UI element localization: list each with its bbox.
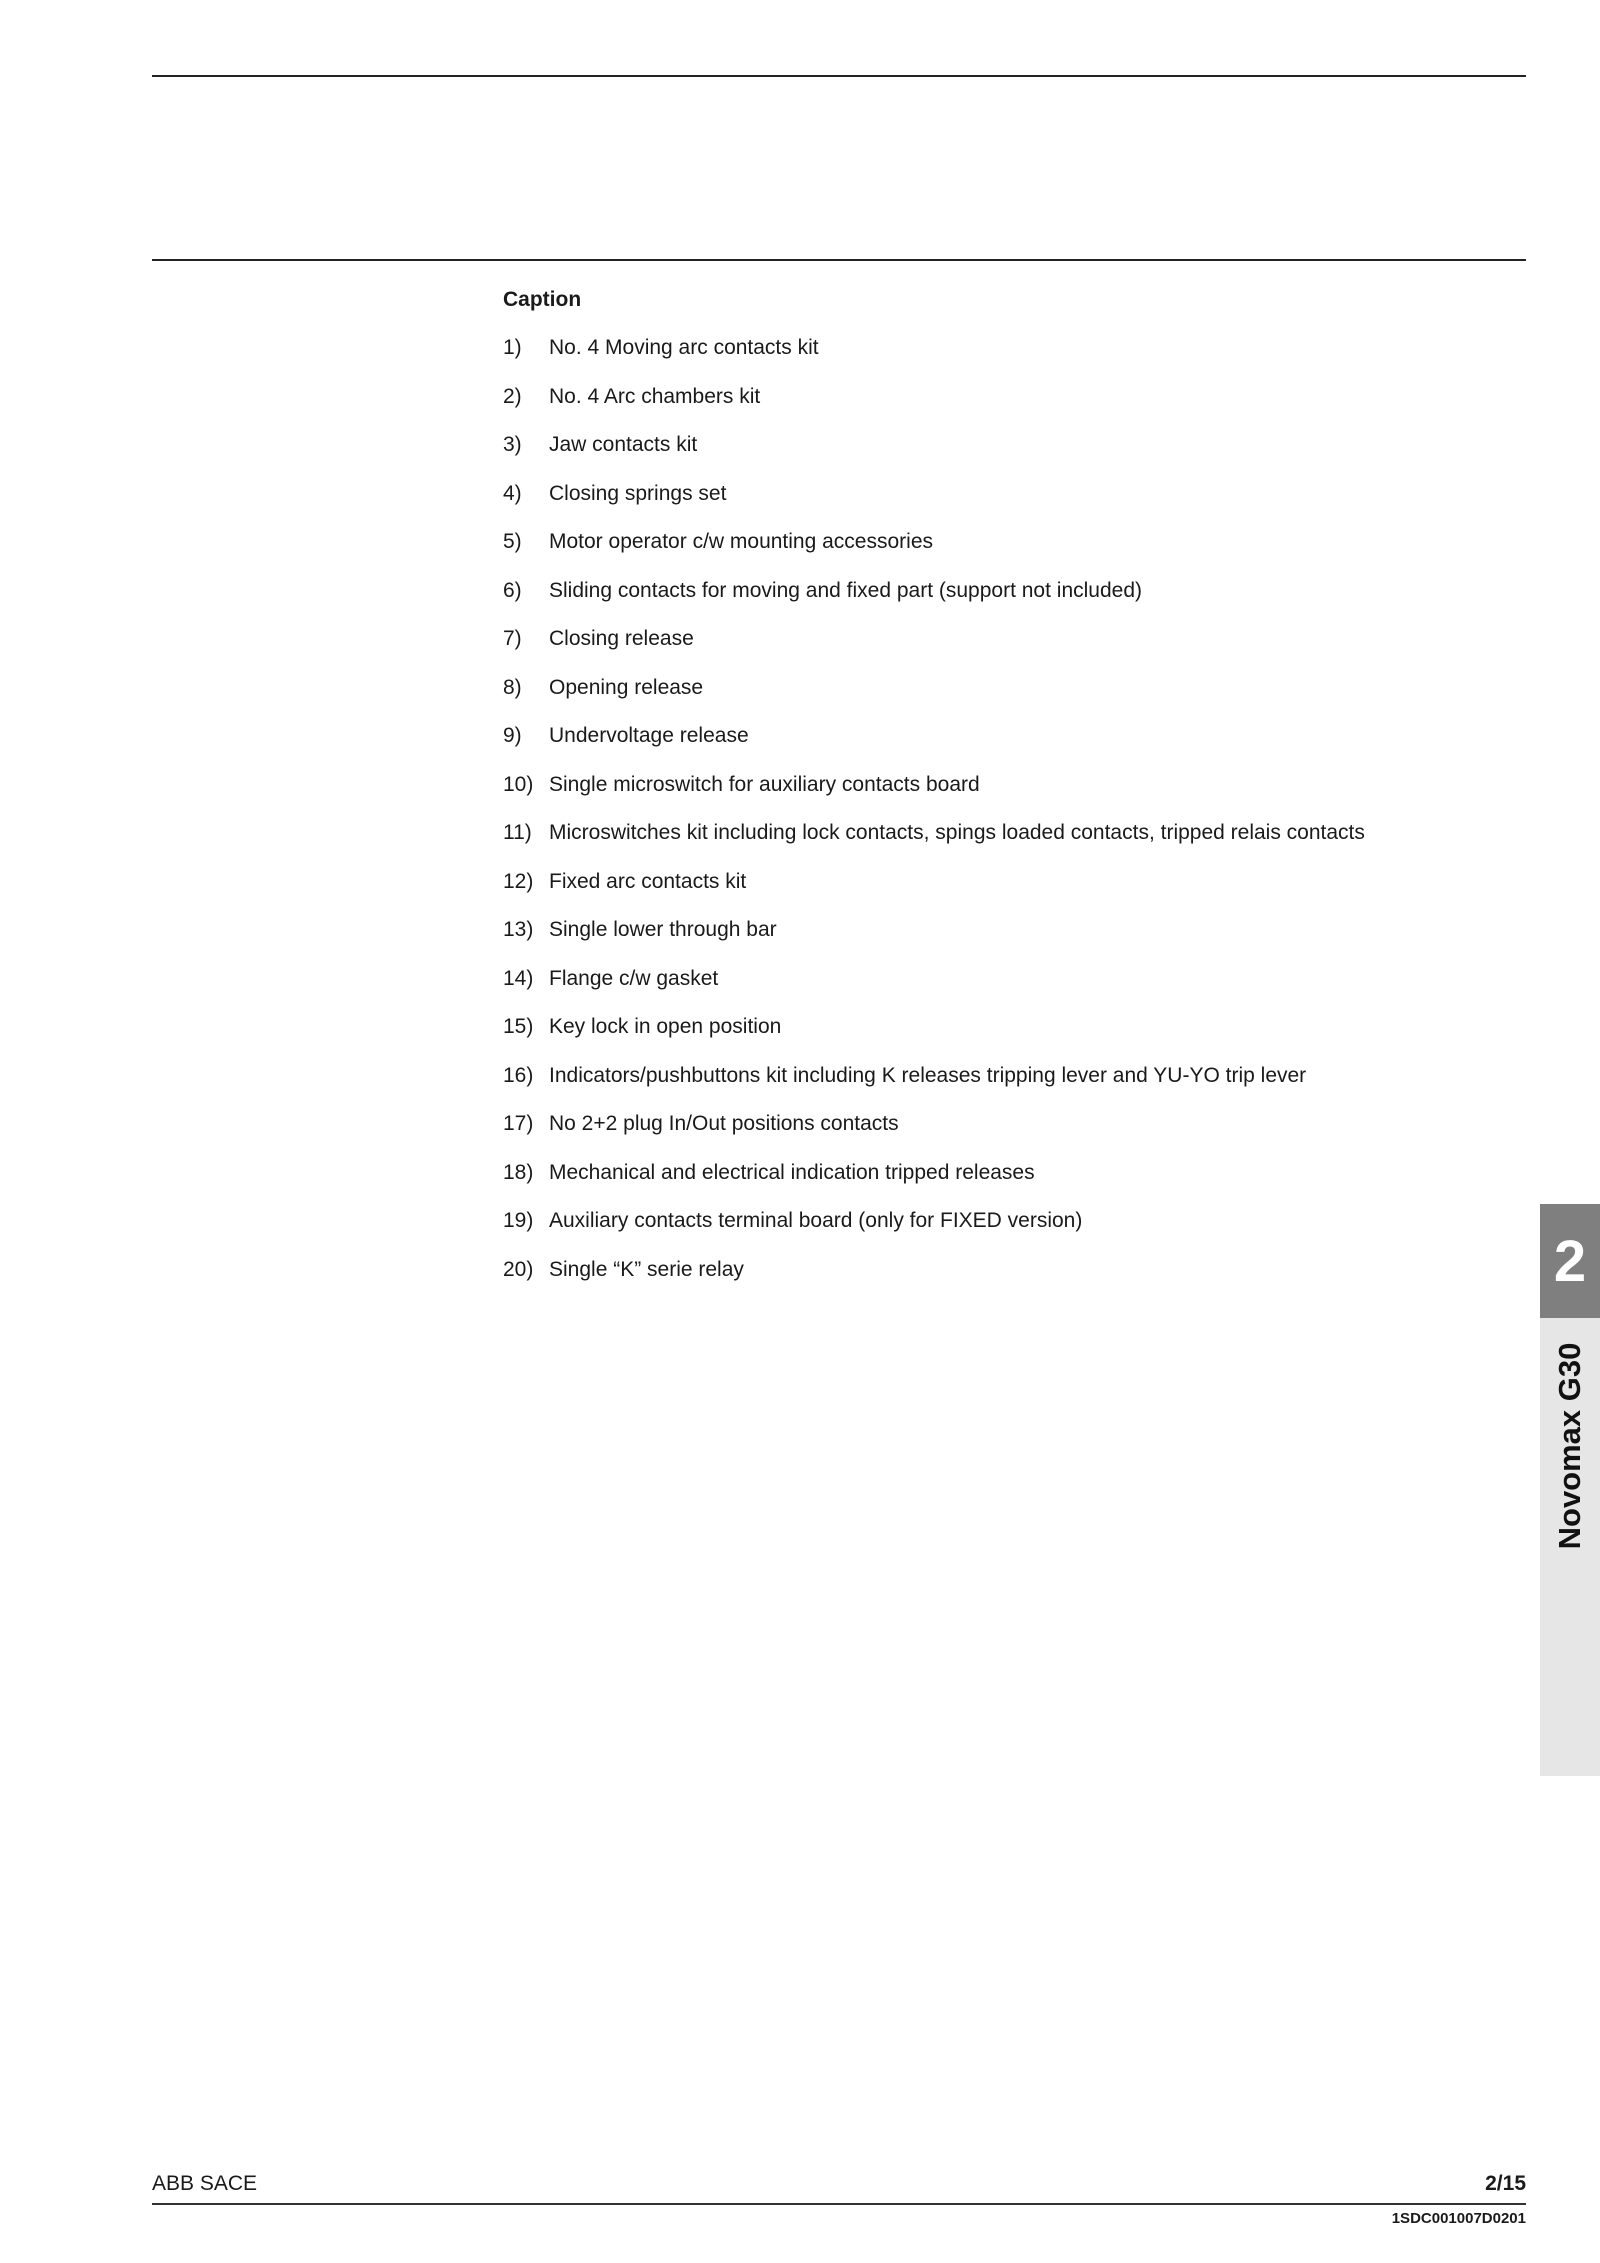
item-number: 4) [503,481,522,505]
list-item [503,1159,1503,1208]
list-item [503,383,1503,432]
item-number: 8) [503,675,522,699]
list-item [503,1207,1503,1256]
item-text: Flange c/w gasket [549,966,719,990]
item-number: 1) [503,336,522,359]
item-number: 20) [503,1257,534,1281]
list-item [503,819,1503,868]
list-item [503,334,1503,383]
item-number: 18) [503,1160,534,1184]
item-text: Opening release [549,675,704,699]
chapter-number-tab: 2 [1540,1204,1600,1318]
list-item [503,916,1503,965]
chapter-title: Novomax G30 [1552,1342,1587,1550]
item-number: 7) [503,627,522,650]
footer-divider [152,2203,1526,2205]
item-number: 14) [503,966,534,990]
list-item [503,1256,1503,1305]
item-text: Sliding contacts for moving and fixed part (support not included) [549,578,1142,602]
item-number: 2) [503,384,522,408]
list-item [503,674,1503,723]
item-number: 5) [503,530,522,553]
item-number: 17) [503,1112,534,1135]
item-number: 6) [503,578,522,602]
list-item [503,868,1503,917]
item-text: Key lock in open position [549,1015,782,1038]
list-item [503,965,1503,1014]
list-item [503,480,1503,529]
item-text: No. 4 Moving arc contacts kit [549,336,819,359]
list-item [503,577,1503,626]
list-item [503,1062,1503,1111]
item-text: Closing springs set [549,481,727,505]
chapter-title-tab [1540,1318,1600,1776]
caption-block [503,286,1503,1304]
item-text: Mechanical and electrical indication tripped releases [549,1160,1035,1184]
item-text: Undervoltage release [549,724,749,747]
footer-company: ABB SACE [152,2172,258,2195]
item-text: Single “K” serie relay [549,1257,744,1281]
section-divider [152,259,1526,261]
list-item [503,1110,1503,1159]
item-text: No. 4 Arc chambers kit [549,384,761,408]
item-text: Microswitches kit including lock contacts, spings loaded contacts, tripped relais contacts [549,821,1365,844]
top-divider [152,75,1526,77]
list-item [503,625,1503,674]
list-item [503,431,1503,480]
item-text: Single lower through bar [549,918,777,941]
item-number: 9) [503,724,522,747]
caption-list [503,334,1503,1304]
list-item [503,1013,1503,1062]
item-number: 3) [503,433,522,456]
item-number: 13) [503,918,534,941]
caption-title: Caption [503,288,582,311]
item-text: Auxiliary contacts terminal board (only for FIXED version) [549,1209,1083,1232]
list-item [503,722,1503,771]
item-text: Indicators/pushbuttons kit including K releases tripping lever and YU-YO trip lever [549,1063,1307,1087]
item-number: 11) [503,821,532,844]
page-number: 2/15 [1485,2172,1526,2195]
document-code: 1SDC001007D0201 [1391,2210,1526,2227]
item-number: 19) [503,1209,534,1232]
list-item [503,528,1503,577]
item-number: 16) [503,1063,534,1087]
item-text: Fixed arc contacts kit [549,869,747,893]
item-number: 12) [503,869,534,893]
item-number: 10) [503,772,534,796]
item-text: Jaw contacts kit [549,433,698,456]
item-number: 15) [503,1015,534,1038]
list-item [503,771,1503,820]
item-text: No 2+2 plug In/Out positions contacts [549,1112,899,1135]
item-text: Closing release [549,627,694,650]
item-text: Single microswitch for auxiliary contacts board [549,772,980,796]
item-text: Motor operator c/w mounting accessories [549,530,933,553]
